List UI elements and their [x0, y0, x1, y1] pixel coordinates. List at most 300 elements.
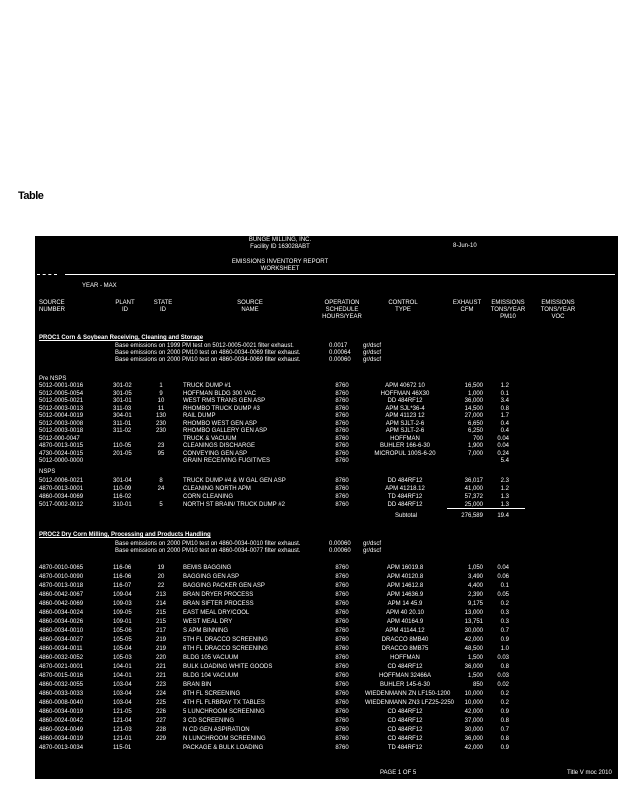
cell-pm10: 0.04: [497, 443, 509, 449]
table-row: [35, 502, 618, 509]
cell-pm10: 0.9: [500, 709, 509, 715]
cell-control-type: WIEDENMANN ZN3 LFZ25-2250: [365, 700, 455, 706]
cell-exhaust-cfm: 30,000: [464, 628, 483, 634]
cell-plant-id: 311-03: [113, 405, 132, 412]
cell-pm10: 1.2: [500, 486, 509, 492]
cell-source-number: 4860-0024-0042: [39, 718, 84, 724]
cell-source-name: BLDG 104 VACUUM: [183, 673, 239, 679]
cell-state-id: 226: [155, 709, 166, 715]
base-emission-note: Base emissions on 2000 PM10 test on 4860-0034-0069 filter exhaust.: [115, 350, 301, 356]
cell-control-type: DD 484RF12: [387, 478, 423, 484]
cell-source-name: RAIL DUMP: [183, 413, 216, 419]
base-emission-value: 0.00060: [329, 541, 351, 547]
facility-id: Facility ID 163028ABT: [250, 244, 310, 250]
cell-schedule: 8760: [335, 592, 349, 598]
cell-exhaust-cfm: 2,390: [467, 592, 483, 598]
col-emissions-voc: EMISSIONS TONS/YEAR VOC: [540, 300, 576, 320]
cell-state-id: 221: [155, 664, 166, 670]
cell-state-id: 230: [155, 420, 166, 427]
cell-schedule: 8760: [335, 718, 349, 724]
cell-control-type: APM SJLT-2-6: [385, 420, 425, 427]
cell-pm10: 0.9: [500, 745, 509, 751]
cell-source-number: 5012-0003-0013: [39, 405, 84, 412]
cell-plant-id: 110-09: [113, 486, 132, 492]
table-row: [35, 398, 618, 405]
cell-source-number: 4860-0034-0026: [39, 619, 84, 625]
cell-source-name: TRUCK DUMP #1: [183, 383, 232, 389]
cell-exhaust-cfm: 7,000: [467, 450, 483, 457]
cell-schedule: 8760: [335, 700, 349, 706]
cell-control-type: APM 41123 12: [385, 413, 425, 419]
cell-state-id: 213: [155, 592, 166, 598]
cell-control-type: WIEDENMANN ZN LF150-1200: [365, 691, 451, 697]
section1-title: PROC1 Corn & Soybean Receiving, Cleaning and Storage: [39, 335, 204, 341]
page-number: PAGE 1 OF 5: [380, 770, 417, 776]
table-row: [35, 451, 618, 458]
cell-exhaust-cfm: 37,000: [464, 718, 483, 724]
cell-schedule: 8760: [335, 478, 349, 484]
cell-exhaust-cfm: 42,000: [464, 709, 483, 715]
header-divider: [37, 274, 57, 275]
cell-schedule: 8760: [335, 458, 349, 464]
cell-plant-id: 105-03: [113, 655, 132, 661]
cell-plant-id: 301-04: [113, 478, 132, 484]
table-row: [35, 610, 618, 617]
col-exhaust-cfm: EXHAUST CFM: [452, 300, 482, 313]
cell-exhaust-cfm: 10,000: [464, 700, 483, 706]
cell-state-id: 10: [157, 398, 165, 404]
cell-source-name: BAGGING PACKER GEN ASP: [183, 583, 265, 589]
base-emission-unit: gr/dscf: [363, 350, 382, 356]
cell-plant-id: 115-01: [113, 745, 132, 751]
cell-plant-id: 109-04: [113, 592, 132, 598]
table-row: [35, 664, 618, 671]
cell-exhaust-cfm: 1,900: [467, 443, 483, 449]
top-mark: Table: [18, 190, 44, 202]
cell-source-number: 4870-0013-0015: [39, 443, 84, 449]
cell-state-id: 9: [159, 390, 163, 397]
cell-pm10: 0.1: [500, 390, 509, 397]
base-emission-value: 0.00064: [329, 350, 351, 356]
cell-plant-id: 310-01: [113, 502, 132, 508]
cell-source-number: 5012-0006-0021: [39, 478, 84, 484]
cell-state-id: 19: [157, 565, 165, 571]
cell-plant-id: 301-02: [113, 383, 132, 389]
cell-plant-id: 121-05: [113, 709, 132, 715]
cell-control-type: HOFFMAN 32466A: [378, 673, 432, 679]
base-emission-value: 0.0017: [329, 343, 348, 349]
cell-state-id: 221: [155, 673, 166, 679]
cell-source-number: 4870-0013-0034: [39, 745, 84, 751]
emissions-worksheet: [35, 236, 618, 779]
cell-schedule: 8760: [335, 420, 349, 427]
cell-source-name: BRAN SIFTER PROCESS: [183, 601, 254, 607]
cell-control-type: APM 41218.12: [385, 486, 425, 492]
base-emission-unit: gr/dscf: [363, 548, 382, 554]
cell-schedule: 8760: [335, 610, 349, 616]
table-row: [35, 421, 618, 428]
cell-pm10: 0.8: [500, 405, 509, 412]
cell-source-number: 5012-0001-0016: [39, 383, 84, 389]
cell-source-number: 4870-0021-0001: [39, 664, 84, 670]
cell-source-name: BAGGING GEN ASP: [183, 574, 240, 580]
cell-pm10: 0.7: [500, 727, 509, 733]
cell-state-id: 214: [155, 601, 166, 607]
cell-control-type: APM SJL*36-4: [385, 405, 425, 412]
cell-state-id: 220: [155, 655, 166, 661]
cell-schedule: 8760: [335, 727, 349, 733]
cell-schedule: 8760: [335, 619, 349, 625]
worksheet-label: WORKSHEET: [260, 266, 300, 272]
cell-plant-id: 121-04: [113, 718, 132, 724]
cell-control-type: APM 40672 10: [385, 383, 425, 389]
cell-source-name: WEST RMS TRANS GEN ASP: [183, 398, 266, 404]
cell-pm10: 0.02: [497, 682, 509, 688]
cell-source-number: 5012-0000-0000: [39, 458, 84, 464]
cell-exhaust-cfm: 57,372: [464, 494, 483, 500]
cell-source-number: 4860-0034-0011: [39, 646, 83, 652]
table-row: [35, 458, 618, 465]
cell-source-number: 4860-0034-0024: [39, 610, 84, 616]
cell-plant-id: 103-04: [113, 700, 132, 706]
cell-pm10: 0.06: [497, 574, 509, 580]
cell-source-number: 4870-0013-0018: [39, 583, 84, 589]
cell-state-id: 11: [157, 405, 165, 412]
cell-pm10: 1.7: [500, 413, 509, 419]
cell-source-number: 5012-000-0047: [39, 435, 80, 442]
table-row: [35, 583, 618, 590]
subtotal-cfm: 276,589: [461, 513, 483, 519]
company-name: BUNGE MILLING, INC.: [248, 237, 312, 243]
cell-state-id: 215: [155, 619, 166, 625]
cell-exhaust-cfm: 27,000: [464, 413, 483, 419]
cell-schedule: 8760: [335, 428, 349, 434]
cell-plant-id: 105-06: [113, 628, 132, 634]
cell-source-name: HOFFMAN BLDG 300 VAC: [183, 390, 256, 397]
cell-exhaust-cfm: 25,000: [464, 502, 483, 508]
cell-pm10: 2.3: [500, 478, 509, 484]
cell-pm10: 0.03: [497, 655, 509, 661]
cell-control-type: TD 484RF12: [387, 494, 423, 500]
cell-schedule: 8760: [335, 413, 349, 419]
cell-plant-id: 105-04: [113, 646, 132, 652]
cell-plant-id: 116-07: [113, 583, 132, 589]
cell-source-name: BLDG 105 VACUUM: [183, 655, 239, 661]
cell-control-type: APM 14636.9: [386, 592, 424, 598]
cell-source-name: 6TH FL DRACCO SCREENING: [183, 646, 268, 652]
cell-exhaust-cfm: 850: [472, 682, 483, 688]
cell-state-id: 217: [155, 628, 166, 634]
table-row: [35, 443, 618, 450]
cell-state-id: 225: [155, 700, 166, 706]
base-emission-value: 0.00060: [329, 357, 351, 363]
table-row: [35, 413, 618, 420]
cell-source-number: 4860-0034-0010: [39, 628, 84, 634]
cell-exhaust-cfm: 10,000: [464, 691, 483, 697]
table-row: [35, 565, 618, 572]
cell-source-number: 5017-0002-0012: [39, 502, 84, 508]
col-source-name: SOURCE NAME: [237, 300, 263, 313]
cell-control-type: CD 484RF12: [387, 709, 423, 715]
table-row: [35, 486, 618, 493]
cell-source-number: 4860-0042-0069: [39, 601, 84, 607]
cell-source-name: 5TH FL DRACCO SCREENING: [183, 637, 268, 643]
cell-control-type: BUHLER 145-6-30: [379, 682, 431, 688]
cell-schedule: 8760: [335, 691, 349, 697]
base-emission-note: Base emissions on 2000 PM10 test on 4860-0034-0069 filter exhaust.: [115, 357, 301, 363]
cell-pm10: 0.1: [500, 583, 509, 589]
cell-source-number: 4860-0034-0019: [39, 736, 84, 742]
cell-state-id: 228: [155, 727, 166, 733]
cell-schedule: 8760: [335, 486, 349, 492]
cell-exhaust-cfm: 13,751: [464, 619, 483, 625]
cell-plant-id: 121-03: [113, 727, 132, 733]
cell-control-type: DD 484RF12: [387, 502, 423, 508]
table-row: [35, 709, 618, 716]
base-emission-unit: gr/dscf: [363, 541, 382, 547]
table-row: [35, 745, 618, 752]
cell-source-name: BEMIS BAGGING: [183, 565, 232, 571]
cell-schedule: 8760: [335, 435, 349, 442]
cell-schedule: 8760: [335, 628, 349, 634]
cell-plant-id: 201-05: [113, 450, 132, 457]
cell-state-id: 23: [157, 443, 165, 449]
cell-source-name: N CD GEN ASPIRATION: [183, 727, 250, 733]
cell-source-number: 4730-0024-0015: [39, 450, 84, 457]
table-row: [35, 574, 618, 581]
cell-source-name: CORN CLEANING: [183, 494, 234, 500]
cell-schedule: 8760: [335, 601, 349, 607]
cell-schedule: 8760: [335, 709, 349, 715]
cell-pm10: 0.3: [500, 610, 509, 616]
cell-source-number: 4860-0032-0055: [39, 682, 84, 688]
cell-schedule: 8760: [335, 565, 349, 571]
subtotal-rule: [447, 508, 525, 509]
cell-source-name: WEST MEAL DRY: [183, 619, 233, 625]
cell-plant-id: 311-01: [113, 420, 132, 427]
cell-plant-id: 109-05: [113, 610, 132, 616]
table-row: [35, 619, 618, 626]
cell-schedule: 8760: [335, 682, 349, 688]
cell-exhaust-cfm: 42,000: [464, 745, 483, 751]
cell-plant-id: 110-05: [113, 443, 132, 449]
cell-source-name: N LUNCHROOM SCREENING: [183, 736, 266, 742]
table-row: [35, 727, 618, 734]
cell-schedule: 8760: [335, 736, 349, 742]
table-row: [35, 682, 618, 689]
col-control-type: CONTROL TYPE: [388, 300, 418, 313]
cell-state-id: 1: [159, 383, 163, 389]
cell-control-type: CD 484RF12: [387, 664, 423, 670]
cell-pm10: 0.04: [497, 435, 509, 442]
table-row: [35, 478, 618, 485]
cell-pm10: 0.9: [500, 637, 509, 643]
table-row: [35, 406, 618, 413]
cell-source-number: 4860-0034-0019: [39, 709, 84, 715]
subtotal-label: Subtotal: [395, 513, 418, 519]
cell-control-type: HOFFMAN: [390, 655, 420, 661]
cell-pm10: 3.4: [500, 398, 509, 404]
cell-exhaust-cfm: 9,175: [467, 601, 483, 607]
cell-source-number: 4860-0042-0067: [39, 592, 84, 598]
cell-plant-id: 105-05: [113, 637, 132, 643]
table-row: [35, 628, 618, 635]
cell-exhaust-cfm: 13,000: [464, 610, 483, 616]
cell-control-type: CD 484RF12: [387, 718, 423, 724]
cell-control-type: APM 40164.9: [386, 619, 424, 625]
nsps-label: NSPS: [39, 469, 56, 475]
cell-source-number: 4860-0032-0052: [39, 655, 84, 661]
cell-source-name: CONVEYING GEN ASP: [183, 450, 248, 457]
cell-pm10: 1.2: [500, 383, 509, 389]
cell-schedule: 8760: [335, 443, 349, 449]
cell-source-number: 4870-0013-0001: [39, 486, 84, 492]
header-divider: [65, 274, 615, 275]
cell-exhaust-cfm: 36,000: [464, 736, 483, 742]
cell-control-type: MICROPUL 100S-6-20: [374, 450, 436, 457]
cell-source-name: TRUCK & VACUUM: [183, 435, 237, 442]
col-source-number: SOURCE NUMBER: [39, 300, 66, 313]
table-row: [35, 391, 618, 398]
cell-schedule: 8760: [335, 664, 349, 670]
cell-plant-id: 301-05: [113, 390, 132, 397]
cell-plant-id: 104-01: [113, 664, 132, 670]
cell-schedule: 8760: [335, 494, 349, 500]
cell-exhaust-cfm: 36,000: [464, 398, 483, 404]
cell-source-number: 5012-0003-0018: [39, 428, 84, 434]
table-row: [35, 494, 618, 501]
cell-plant-id: 109-03: [113, 601, 132, 607]
cell-schedule: 8760: [335, 745, 349, 751]
col-state-id: STATE ID: [153, 300, 173, 313]
cell-schedule: 8760: [335, 390, 349, 397]
cell-schedule: 8760: [335, 655, 349, 661]
cell-state-id: 219: [155, 637, 166, 643]
cell-exhaust-cfm: 3,490: [467, 574, 483, 580]
cell-exhaust-cfm: 36,017: [464, 478, 483, 484]
cell-exhaust-cfm: 1,000: [467, 390, 483, 397]
cell-source-number: 4860-0034-0027: [39, 637, 84, 643]
table-row: [35, 673, 618, 680]
base-emission-unit: gr/dscf: [363, 357, 382, 363]
cell-pm10: 0.2: [500, 700, 509, 706]
table-row: [35, 637, 618, 644]
cell-pm10: 0.4: [500, 420, 509, 427]
cell-source-name: RHOMBO TRUCK DUMP #3: [183, 405, 260, 412]
cell-schedule: 8760: [335, 574, 349, 580]
cell-pm10: 0.24: [497, 450, 509, 457]
cell-schedule: 8760: [335, 383, 349, 389]
cell-source-number: 4870-0010-0065: [39, 565, 84, 571]
cell-plant-id: 104-01: [113, 673, 132, 679]
cell-schedule: 8760: [335, 405, 349, 412]
cell-exhaust-cfm: 6,250: [467, 428, 483, 434]
cell-control-type: DRACCO 8MB40: [381, 637, 429, 643]
cell-exhaust-cfm: 1,500: [467, 655, 483, 661]
cell-plant-id: 311-02: [113, 428, 132, 434]
cell-state-id: 5: [159, 502, 163, 508]
cell-source-number: 5012-0003-0008: [39, 420, 84, 427]
cell-source-name: GRAIN RECEIVING FUGITIVES: [183, 458, 271, 464]
pre-nsps-label: Pre NSPS: [39, 376, 67, 382]
report-title: EMISSIONS INVENTORY REPORT: [231, 259, 329, 265]
cell-pm10: 5.4: [500, 458, 509, 464]
cell-control-type: APM 14 45.9: [387, 601, 423, 607]
cell-source-number: 5012-0005-0054: [39, 390, 84, 397]
cell-plant-id: 116-06: [113, 574, 132, 580]
cell-control-type: APM SJLT-2-6: [385, 428, 425, 434]
cell-schedule: 8760: [335, 646, 349, 652]
table-row: [35, 428, 618, 435]
base-emission-note: Base emissions on 1999 PM test on 5012-0005-0021 filter exhaust.: [115, 343, 294, 349]
cell-pm10: 1.3: [500, 502, 509, 508]
cell-state-id: 215: [155, 610, 166, 616]
cell-pm10: 0.03: [497, 673, 509, 679]
cell-state-id: 22: [157, 583, 165, 589]
cell-pm10: 1.0: [500, 646, 509, 652]
cell-pm10: 0.2: [500, 691, 509, 697]
cell-plant-id: 121-01: [113, 736, 132, 742]
cell-plant-id: 301-01: [113, 398, 132, 404]
cell-schedule: 8760: [335, 673, 349, 679]
col-plant-id: PLANT ID: [115, 300, 135, 313]
cell-source-name: BULK LOADING WHITE GOODS: [183, 664, 273, 670]
table-row: [35, 436, 618, 443]
table-row: [35, 646, 618, 653]
cell-exhaust-cfm: 4,400: [467, 583, 483, 589]
base-emission-value: 0.00060: [329, 548, 351, 554]
table-row: [35, 691, 618, 698]
cell-control-type: TD 484RF12: [387, 745, 423, 751]
cell-control-type: APM 16019.8: [386, 565, 424, 571]
cell-exhaust-cfm: 36,000: [464, 664, 483, 670]
cell-schedule: 8760: [335, 398, 349, 404]
cell-plant-id: 116-02: [113, 494, 132, 500]
cell-control-type: CD 484RF12: [387, 736, 423, 742]
cell-source-name: 5 LUNCHROOM SCREENING: [183, 709, 265, 715]
cell-control-type: BUHLER 166-6-30: [379, 443, 431, 449]
cell-plant-id: 103-04: [113, 682, 132, 688]
cell-source-number: 4860-0008-0040: [39, 700, 84, 706]
cell-pm10: 1.3: [500, 494, 509, 500]
cell-control-type: DRACCO 8MB75: [381, 646, 429, 652]
cell-state-id: 24: [157, 486, 165, 492]
cell-state-id: 229: [155, 736, 166, 742]
cell-control-type: APM 14612.8: [386, 583, 424, 589]
cell-source-number: 5012-0004-0019: [39, 413, 84, 419]
cell-exhaust-cfm: 6,650: [467, 420, 483, 427]
cell-plant-id: 116-06: [113, 565, 132, 571]
cell-source-name: RHOMBO WEST GEN ASP: [183, 420, 257, 427]
cell-source-number: 4870-0010-0090: [39, 574, 84, 580]
base-emission-note: Base emissions on 2000 PM10 test on 4860-0034-0077 filter exhaust.: [115, 548, 301, 554]
cell-pm10: 0.8: [500, 664, 509, 670]
cell-control-type: APM 40 20.10: [385, 610, 425, 616]
cell-state-id: 227: [155, 718, 166, 724]
col-emissions-pm10: EMISSIONS TONS/YEAR PM10: [490, 300, 526, 320]
cell-source-number: 4870-0015-0016: [39, 673, 84, 679]
table-row: [35, 718, 618, 725]
cell-state-id: 224: [155, 691, 166, 697]
cell-control-type: APM 40120.8: [386, 574, 424, 580]
cell-source-name: 8TH FL SCREENING: [183, 691, 241, 697]
cell-state-id: 20: [157, 574, 165, 580]
cell-control-type: DD 484RF12: [387, 398, 423, 404]
table-row: [35, 700, 618, 707]
cell-source-name: BRAN BIN: [183, 682, 212, 688]
cell-exhaust-cfm: 41,000: [464, 486, 483, 492]
cell-pm10: 0.05: [497, 592, 509, 598]
